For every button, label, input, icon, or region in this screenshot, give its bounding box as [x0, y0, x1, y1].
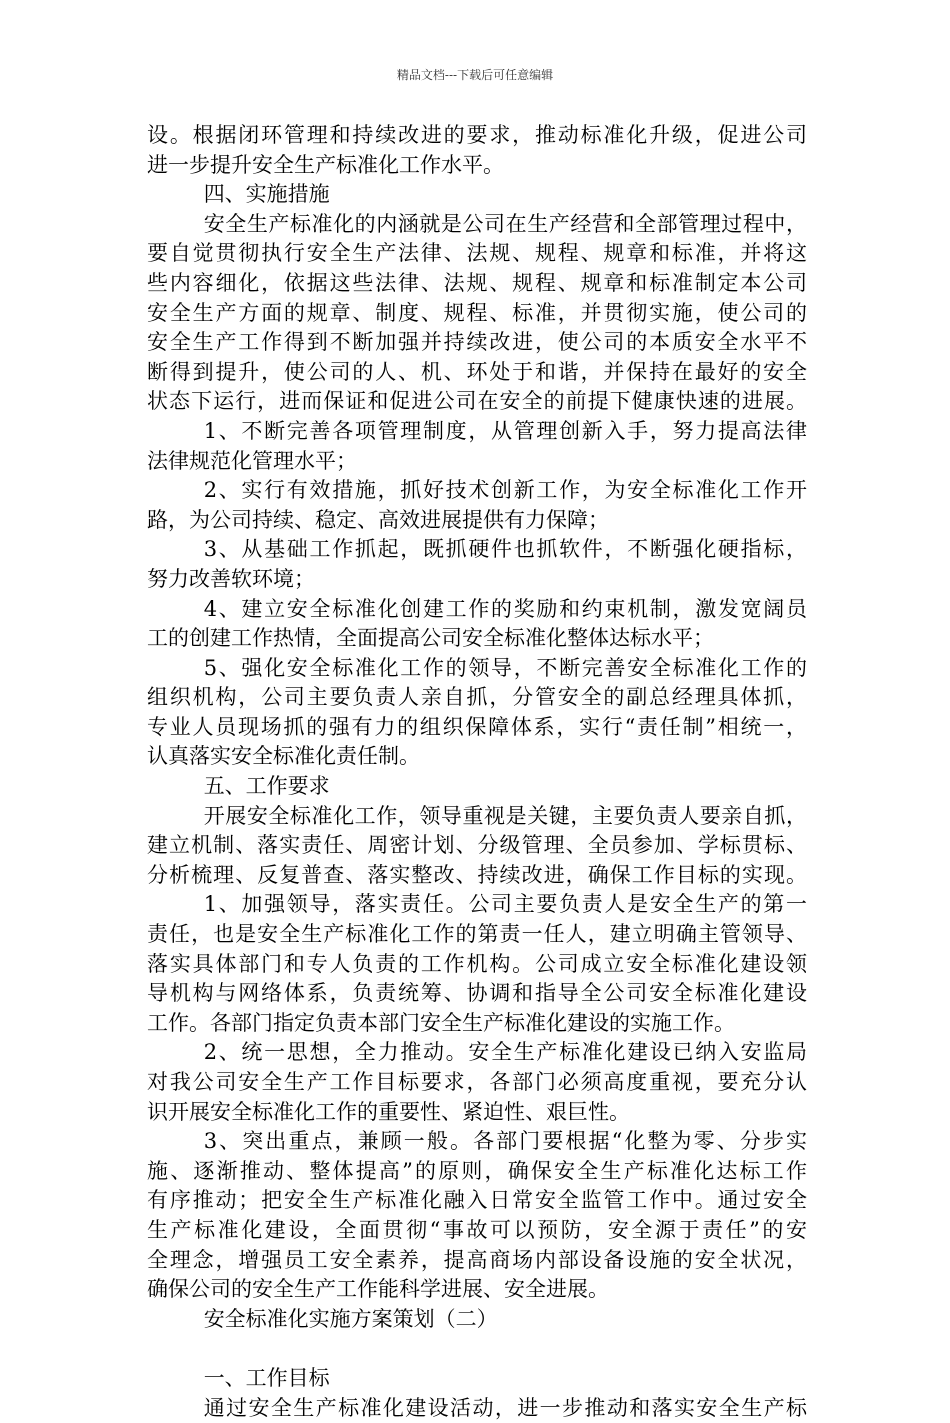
text-line: 责任，也是安全生产标准化工作的第责一任人，建立明确主管领导、: [147, 922, 807, 947]
text-line: 法律规范化管理水平；: [147, 448, 357, 473]
text-line: 通过安全生产标准化建设活动，进一步推动和落实安全生产标: [203, 1395, 807, 1420]
text-line: 导机构与网络体系，负责统筹、协调和指导全公司安全标准化建设: [147, 981, 807, 1006]
text-line: 生产标准化建设，全面贯彻“事故可以预防，安全源于责任”的安: [147, 1217, 807, 1242]
text-line: 全理念，增强员工安全素养，提高商场内部设备设施的安全状况，: [147, 1247, 807, 1272]
text-line: 3、从基础工作抓起，既抓硬件也抓软件，不断强化硬指标，: [203, 537, 807, 562]
text-line: 工作。各部门指定负责本部门安全生产标准化建设的实施工作。: [147, 1010, 735, 1035]
text-line: 五、工作要求: [203, 774, 330, 799]
text-line: 4、建立安全标准化创建工作的奖励和约束机制，激发宽阔员: [203, 596, 807, 621]
text-line: 些内容细化，依据这些法律、法规、规程、规章和标准制定本公司: [147, 270, 807, 295]
text-line: 开展安全标准化工作，领导重视是关键，主要负责人要亲自抓，: [203, 803, 807, 828]
text-line: 专业人员现场抓的强有力的组织保障体系，实行“责任制”相统一，: [147, 714, 807, 739]
text-line: 确保公司的安全生产工作能科学进展、安全进展。: [147, 1277, 609, 1302]
text-line: 识开展安全标准化工作的重要性、紧迫性、艰巨性。: [147, 1099, 630, 1124]
text-line: 1、加强领导，落实责任。公司主要负责人是安全生产的第一: [203, 892, 807, 917]
text-line: 5、强化安全标准化工作的领导，不断完善安全标准化工作的: [203, 655, 807, 680]
text-line: 工的创建工作热情，全面提高公司安全标准化整体达标水平；: [147, 626, 714, 651]
text-line: 进一步提升安全生产标准化工作水平。: [147, 152, 504, 177]
text-line: 断得到提升，使公司的人、机、环处于和谐，并保持在最好的安全: [147, 359, 807, 384]
document-body: [147, 121, 807, 1423]
text-line: 3、突出重点，兼顾一般。各部门要根据“化整为零、分步实: [203, 1129, 807, 1154]
text-line: 路，为公司持续、稳定、高效进展提供有力保障；: [147, 507, 609, 532]
text-line: 有序推动；把安全生产标准化融入日常安全监管工作中。通过安全: [147, 1188, 807, 1213]
text-line: 2、实行有效措施，抓好技术创新工作，为安全标准化工作开: [203, 478, 807, 503]
text-line: 1、不断完善各项管理制度，从管理创新入手，努力提高法律: [203, 418, 807, 443]
text-line: 安全生产标准化的内涵就是公司在生产经营和全部管理过程中，: [203, 211, 807, 236]
page-header: 精品文档---下载后可任意编辑: [396, 68, 554, 82]
text-line: 状态下运行，进而保证和促进公司在安全的前提下健康快速的进展。: [147, 389, 807, 414]
text-line: 分析梳理、反复普查、落实整改、持续改进，确保工作目标的实现。: [147, 862, 807, 887]
text-line: 组织机构，公司主要负责人亲自抓，分管安全的副总经理具体抓，: [147, 685, 807, 710]
text-line: 四、实施措施: [203, 182, 330, 207]
text-line: 要自觉贯彻执行安全生产法律、法规、规程、规章和标准，并将这: [147, 241, 807, 266]
text-line: 落实具体部门和专人负责的工作机构。公司成立安全标准化建设领: [147, 951, 807, 976]
text-line: 对我公司安全生产工作目标要求，各部门必须高度重视，要充分认: [147, 1070, 807, 1094]
text-line: 建立机制、落实责任、周密计划、分级管理、全员参加、学标贯标、: [147, 833, 807, 858]
text-line: 认真落实安全标准化责任制。: [147, 744, 420, 769]
text-line: 一、工作目标: [203, 1365, 330, 1390]
text-line: 施、逐渐推动、整体提高”的原则，确保安全生产标准化达标工作: [147, 1158, 807, 1183]
text-line: 设。根据闭环管理和持续改进的要求，推动标准化升级，促进公司: [147, 123, 807, 147]
text-line: 安全生产工作得到不断加强并持续改进，使公司的本质安全水平不: [147, 330, 807, 355]
text-line: 安全生产方面的规章、制度、规程、标准，并贯彻实施，使公司的: [147, 300, 807, 325]
text-line: 安全标准化实施方案策划（二）: [203, 1306, 498, 1331]
text-line: 2、统一思想，全力推动。安全生产标准化建设已纳入安监局: [203, 1040, 807, 1065]
text-line: 努力改善软环境；: [147, 566, 315, 591]
blank-line: [147, 1334, 807, 1364]
